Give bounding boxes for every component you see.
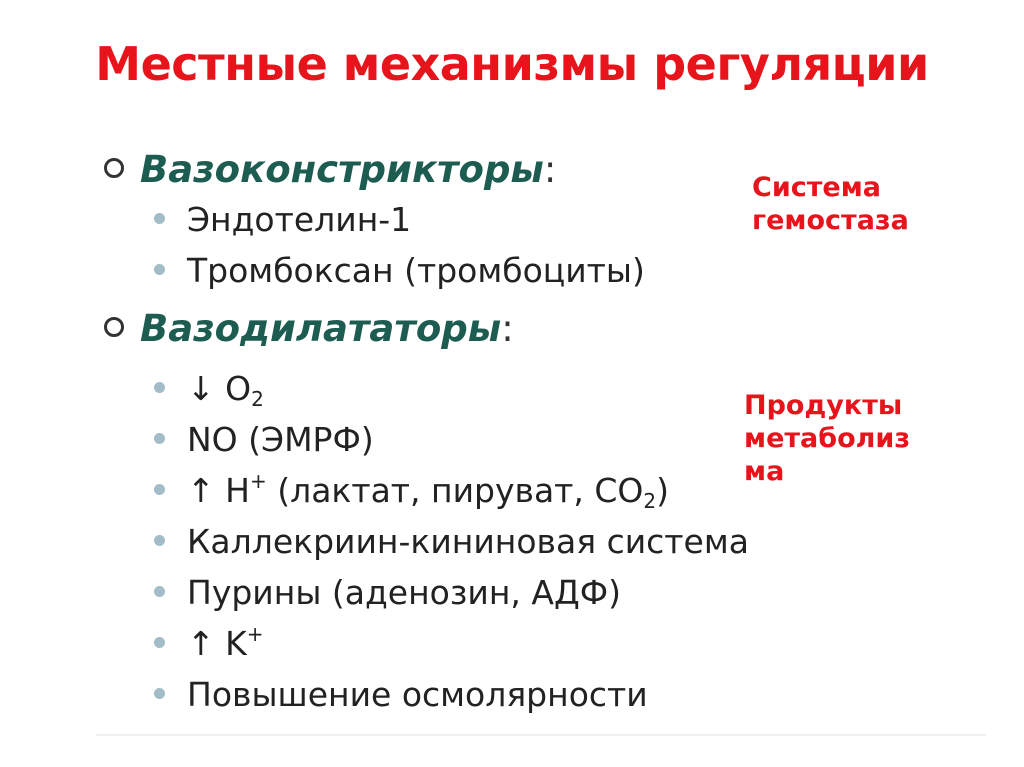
vasoconstrictors-heading-row <box>104 146 645 194</box>
item-text: Тромбоксан (тромбоциты) <box>187 251 645 290</box>
list-item <box>154 465 749 516</box>
list-item <box>154 194 645 245</box>
superscript: + <box>249 469 267 493</box>
vasoconstrictors-list <box>104 194 645 296</box>
item-text: NO (ЭМРФ) <box>187 420 374 459</box>
hollow-circle-bullet-icon <box>104 158 124 178</box>
item-text: Каллекриин-кининовая система <box>187 522 749 561</box>
vasoconstrictors-section <box>104 146 645 296</box>
dot-bullet-icon <box>154 586 165 597</box>
vasodilators-list <box>104 353 749 720</box>
item-suffix: ) <box>656 471 669 510</box>
list-item <box>154 516 749 567</box>
dot-bullet-icon <box>154 535 165 546</box>
list-item <box>154 245 645 296</box>
list-item <box>154 414 749 465</box>
metabolism-annotation <box>744 389 910 488</box>
dot-bullet-icon <box>154 382 165 393</box>
item-text: Эндотелин-1 <box>187 200 412 239</box>
vasodilators-heading-row <box>104 305 749 353</box>
superscript: + <box>246 622 264 646</box>
item-prefix: ↓ O <box>187 369 252 408</box>
item-text: Пурины (аденозин, АДФ) <box>187 573 622 612</box>
list-item <box>154 669 749 720</box>
item-middle: (лактат, пируват, CO <box>266 471 644 510</box>
list-item <box>154 618 749 669</box>
subscript: 2 <box>251 387 264 411</box>
dot-bullet-icon <box>154 688 165 699</box>
list-item <box>154 567 749 618</box>
hemostasis-annotation <box>752 171 909 237</box>
annotation-line: Продукты <box>744 390 903 421</box>
list-item <box>154 363 749 414</box>
item-prefix: ↑ K <box>187 624 247 663</box>
dot-bullet-icon <box>154 433 165 444</box>
dot-bullet-icon <box>154 484 165 495</box>
heading-colon: : <box>543 148 557 191</box>
vasodilators-heading: Вазодилататоры <box>140 307 502 350</box>
annotation-line: Система <box>752 172 881 203</box>
heading-colon: : <box>501 307 514 350</box>
annotation-line: ма <box>744 456 785 487</box>
vasodilators-section <box>104 305 749 720</box>
slide-title: Местные механизмы регуляции <box>95 37 929 91</box>
annotation-line: метаболиз <box>744 423 911 454</box>
item-text: Повышение осмолярности <box>187 675 648 714</box>
annotation-line: гемостаза <box>752 205 909 236</box>
subscript: 2 <box>643 489 657 513</box>
bottom-divider <box>96 734 986 736</box>
hollow-circle-bullet-icon <box>104 317 124 337</box>
dot-bullet-icon <box>154 637 165 648</box>
dot-bullet-icon <box>154 264 165 275</box>
vasoconstrictors-heading: Вазоконстрикторы <box>140 148 544 191</box>
item-prefix: ↑ H <box>187 471 250 510</box>
dot-bullet-icon <box>154 213 165 224</box>
